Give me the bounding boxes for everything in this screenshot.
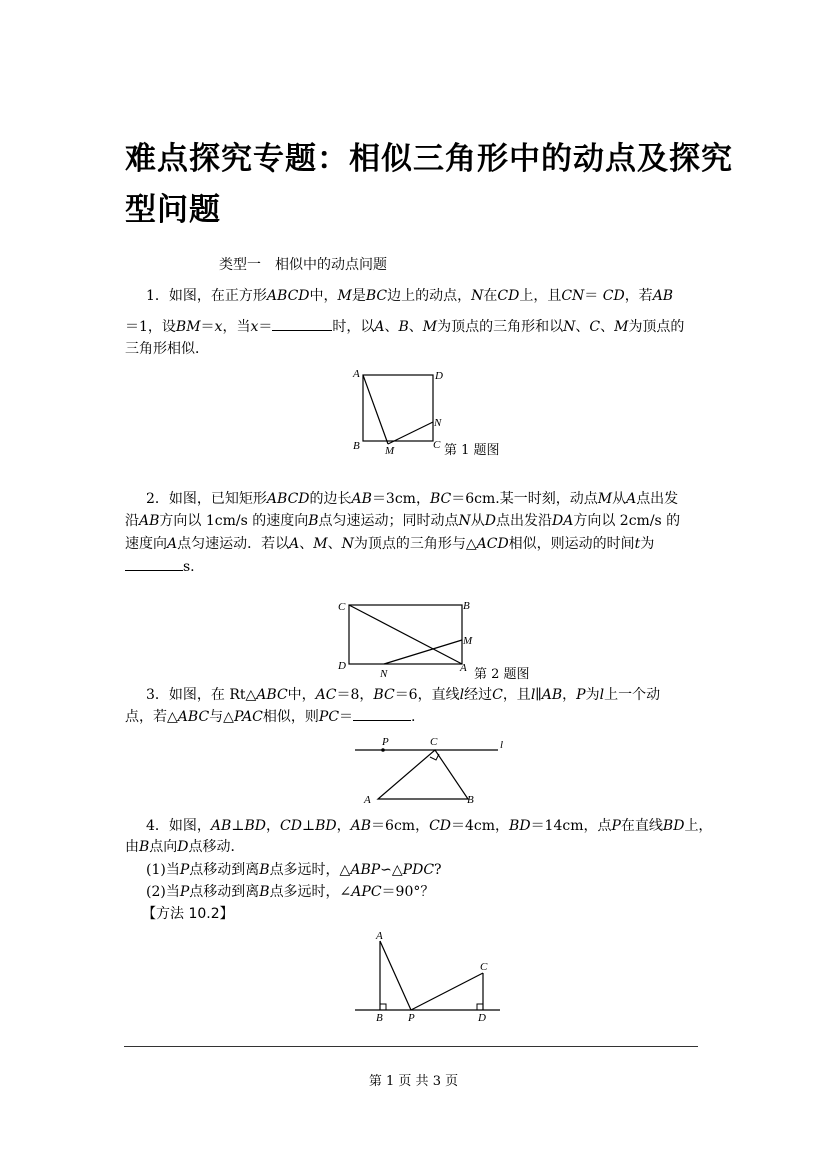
label-c: C [480, 961, 488, 973]
label-a: A [364, 794, 371, 806]
page-title-line2: 型问题 [125, 192, 221, 228]
label-a: A [376, 930, 383, 942]
answer-blank[interactable] [125, 556, 183, 571]
q4-figure [350, 928, 510, 1023]
label-c: C [433, 439, 441, 451]
q2-caption: 第 2 题图 [474, 667, 530, 682]
label-b: B [463, 600, 470, 612]
right-angle-mark-d [477, 1004, 483, 1010]
label-p: P [408, 1012, 415, 1023]
section-heading: 类型一 相似中的动点问题 [219, 257, 387, 273]
label-m: M [385, 445, 395, 457]
label-l: l [500, 739, 504, 751]
q4-line2: 由B点向D点移动． [125, 839, 245, 855]
segment-am [363, 375, 388, 444]
label-b: B [467, 794, 474, 806]
label-a: A [460, 662, 467, 674]
label-c: C [430, 736, 438, 748]
page-number: 第 1 页 共 3 页 [368, 1074, 459, 1089]
answer-blank[interactable] [272, 316, 332, 331]
point-p [381, 748, 385, 752]
q1-line1: 1．如图，在正方形ABCD中，M是BC边上的动点，N在CD上，且CN＝ CD，若AB [146, 288, 674, 304]
q1-caption: 第 1 题图 [444, 443, 500, 458]
q2-line1: 2．如图，已知矩形ABCD的边长AB＝3cm，BC＝6cm.某一时刻，动点M从A点出发 [146, 491, 679, 507]
q3-line1: 3．如图，在 Rt△ABC中，AC＝8，BC＝6，直线l经过C，且l∥AB，P为l上一个动 [146, 687, 661, 703]
page-title: 难点探究专题：相似三角形中的动点及探究 [125, 141, 733, 177]
label-b: B [353, 440, 360, 452]
q4-line1: 4．如图，AB⊥BD，CD⊥BD，AB＝6cm，CD＝4cm，BD＝14cm，点P在直线BD上， [146, 818, 713, 834]
method-note: 【方法 10.2】 [142, 906, 234, 922]
q2-line2: 沿AB方向以 1cm/s 的速度向B点匀速运动；同时动点N从D点出发沿DA方向以 2cm/s 的 [125, 513, 681, 529]
q3-line2: 点，若△ABC与△PAC相似，则PC＝ . [125, 706, 416, 728]
q2-line3: 速度向A点匀速运动．若以A、M、N为顶点的三角形与△ACD相似，则运动的时间t为 [125, 536, 655, 552]
q1-line3: 三角形相似． [125, 341, 209, 357]
label-d: D [435, 370, 443, 382]
segment-pc [411, 973, 483, 1010]
q2-line4: s. [125, 556, 195, 578]
q4-subquestion-2: (2)当P点移动到离B点多远时，∠APC＝90°？ [146, 884, 435, 900]
answer-blank[interactable] [353, 706, 411, 721]
label-p: P [382, 736, 389, 748]
q3-figure [350, 733, 515, 808]
segment-ap [380, 941, 411, 1010]
label-n: N [380, 668, 388, 679]
q4-subquestion-1: (1)当P点移动到离B点多远时，△ABP∽△PDC? [146, 862, 442, 878]
label-n: N [434, 417, 442, 429]
triangle-abc [378, 750, 468, 799]
diagonal-ca [349, 605, 462, 664]
q1-line2: ＝1，设BM＝x，当x＝ 时，以A、B、M为顶点的三角形和以N、C、M为顶点的 [125, 316, 684, 338]
label-c: C [338, 601, 346, 613]
footer-divider [124, 1046, 698, 1047]
label-b: B [376, 1012, 383, 1023]
label-d: D [478, 1012, 486, 1023]
label-m: M [463, 635, 473, 647]
label-d: D [338, 660, 346, 672]
right-angle-mark-b [380, 1004, 386, 1010]
square-abcd [363, 375, 433, 441]
label-a: A [353, 368, 360, 380]
q2-figure [334, 597, 479, 679]
q1-figure [350, 365, 450, 460]
